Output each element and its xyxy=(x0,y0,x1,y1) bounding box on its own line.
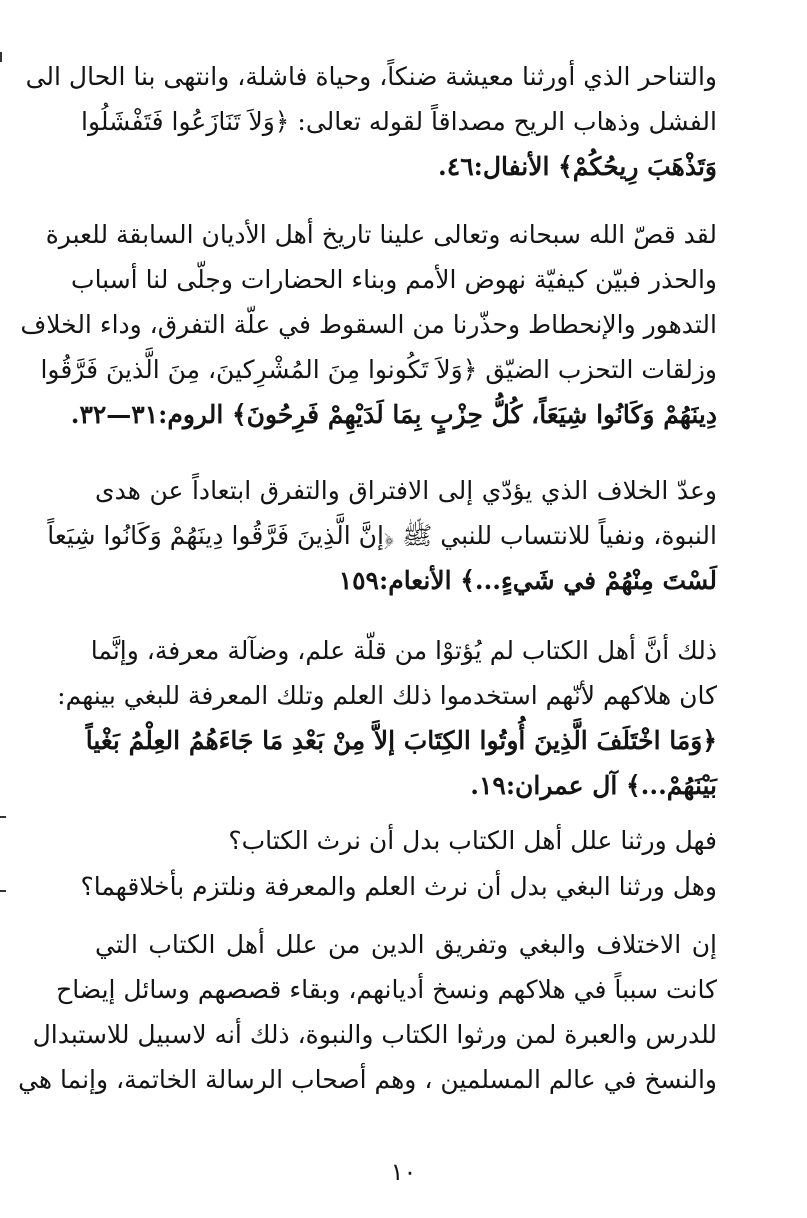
scan-edge-mark xyxy=(0,52,2,62)
scan-edge-mark xyxy=(0,816,6,818)
paragraph-1 xyxy=(25,54,717,189)
text-line: وعدّ الخلاف الذي يؤدّي إلى الافتراق والتفرق ابتعاداً عن هدى xyxy=(95,476,717,505)
text-line-with-quran-verse: النبوة، ونفياً للانتساب للنبي ﷺ ﴿إنَّ الَّذِينَ فَرَّقُوا دِينَهُمْ وَكَانُوا شِيَعاً xyxy=(47,521,717,550)
text-line-with-quran-verse: ﴿وَمَا اخْتَلَفَ الَّذِينَ أُوتُوا الكِتَابَ إلاَّ مِنْ بَعْدِ مَا جَاءَهُمُ العِلْمُ بَغْياً xyxy=(85,726,717,755)
paragraph-3 xyxy=(47,468,717,603)
paragraph-6 xyxy=(80,864,717,909)
text-line-with-quran-verse: بَيْنَهُمْ...﴾ آل عمران:١٩. xyxy=(470,771,717,800)
paragraph-4 xyxy=(57,628,717,808)
paragraph-5 xyxy=(95,818,717,863)
page-number: ١٠ xyxy=(390,1158,417,1186)
text-line-with-quran-verse: وَتَذْهَبَ رِيحُكُمْ﴾ الأنفال:٤٦. xyxy=(438,152,717,181)
text-line: كانت سبباً في هلاكهم ونسخ أديانهم، وبقاء قصصهم وسائل إيضاح xyxy=(56,975,717,1004)
text-line: والتناحر الذي أورثنا معيشة ضنكاً، وحياة فاشلة، وانتهى بنا الحال الى xyxy=(25,62,717,91)
text-line: ذلك أنَّ أهل الكتاب لم يُؤتوْا من قلّة علم، وضآلة معرفة، وإنَّما xyxy=(90,636,717,665)
text-line-with-quran-verse: الفشل وذهاب الريح مصداقاً لقوله تعالى: ﴿وَلاَ تَنَازَعُوا فَتَفْشَلُوا xyxy=(81,107,717,136)
text-line: والنسخ في عالم المسلمين ، وهم أصحاب الرسالة الخاتمة، وإنما هي xyxy=(18,1065,717,1094)
text-line-with-quran-verse: دِينَهُمْ وَكَانُوا شِيَعَاً، كُلُّ حِزْبٍ بِمَا لَدَيْهِمْ فَرِحُونَ﴾ الروم:٣١—٣٢. xyxy=(70,400,717,429)
scan-edge-mark xyxy=(0,890,6,892)
text-line-with-quran-verse: لَسْتَ مِنْهُمْ في شَيءٍ...﴾ الأنعام:١٥٩ xyxy=(338,566,717,595)
text-line-with-quran-verse: وزلقات التحزب الضيّق ﴿وَلاَ تَكُونوا مِنَ المُشْرِكينَ، مِنَ الَّذينَ فَرَّقُوا xyxy=(40,355,717,384)
text-line: كان هلاكهم لأنّهم استخدموا ذلك العلم وتلك المعرفة للبغي بينهم: xyxy=(57,681,717,710)
text-line: والحذر فبيّن كيفيّة نهوض الأمم وبناء الحضارات وجلّى لنا أسباب xyxy=(71,265,717,294)
paragraph-7 xyxy=(18,922,717,1102)
text-line-question: وهل ورثنا البغي بدل أن نرث العلم والمعرفة ونلتزم بأخلاقهما؟ xyxy=(80,872,717,901)
text-line: للدرس والعبرة لمن ورثوا الكتاب والنبوة، ذلك أنه لاسبيل للاستبدال xyxy=(32,1020,717,1049)
text-line: إن الاختلاف والبغي وتفريق الدين من علل أهل الكتاب التي xyxy=(95,930,717,959)
text-line: التدهور والإنحطاط وحذّرنا من السقوط في علّة التفرق، وداء الخلاف xyxy=(20,310,717,339)
text-line: لقد قصّ الله سبحانه وتعالى علينا تاريخ أهل الأديان السابقة للعبرة xyxy=(45,220,717,249)
text-line-question: فهل ورثنا علل أهل الكتاب بدل أن نرث الكتاب؟ xyxy=(228,826,717,855)
paragraph-2 xyxy=(20,212,717,437)
